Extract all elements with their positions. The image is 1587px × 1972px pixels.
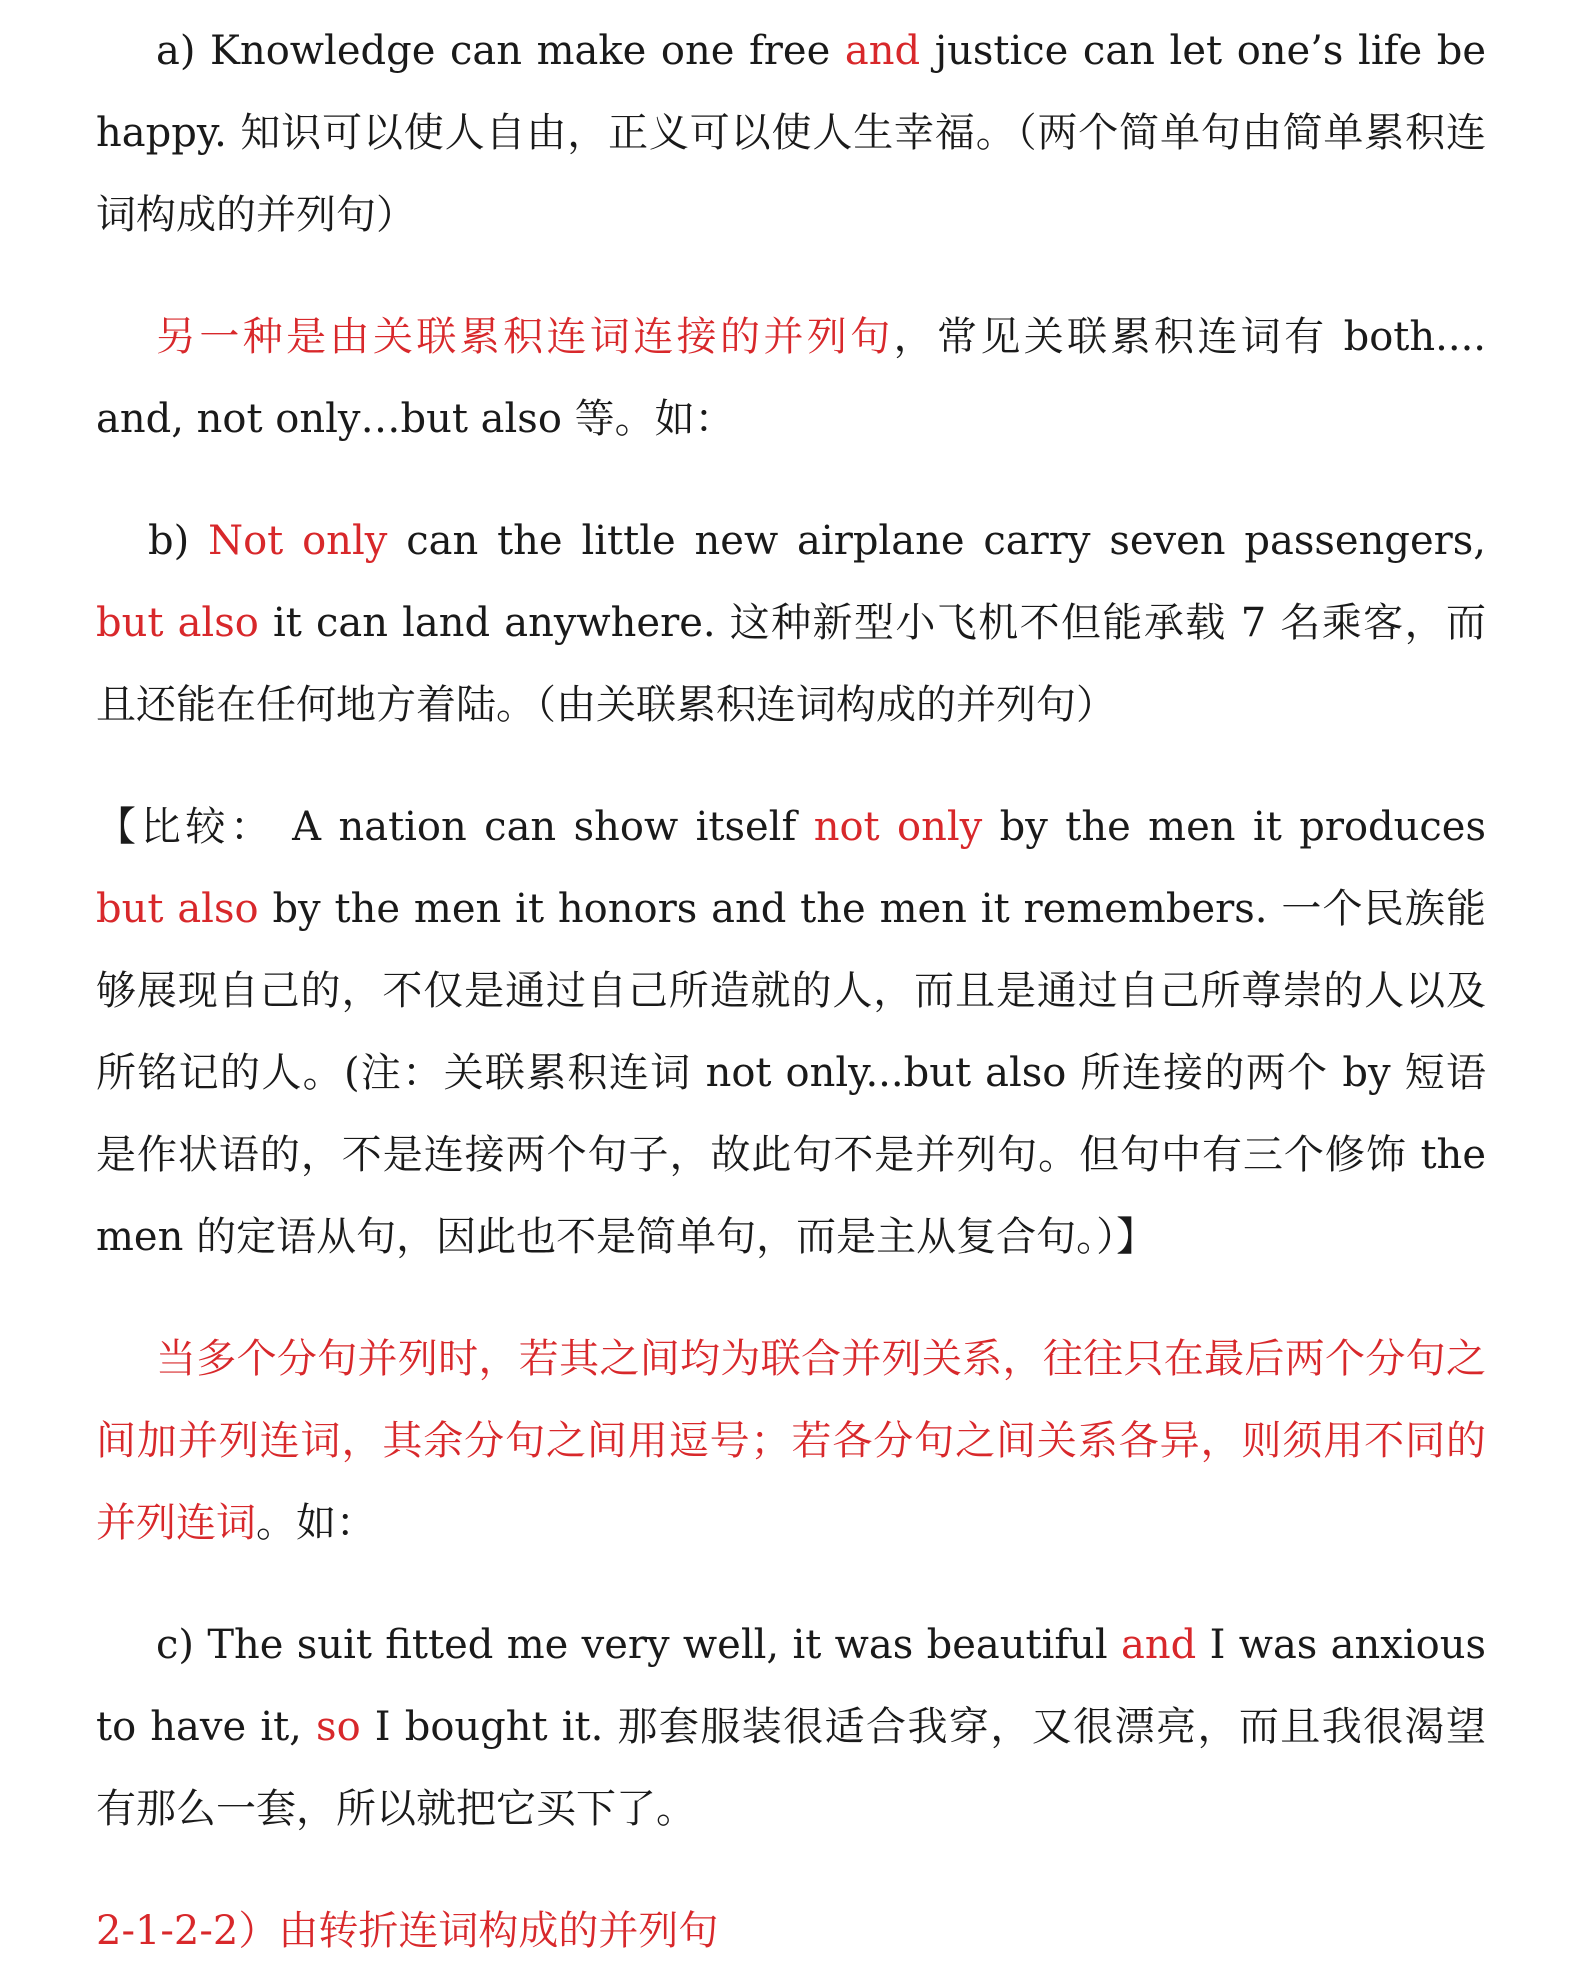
example-c-translation: I bought it. 那套服装很适合我穿，又很漂亮，而且我很渴望有那么一套，所以就把它买下了。	[96, 1704, 1486, 1832]
example-a-translation: justice can let one’s life be happy. 知识可以使人自由，正义可以使人生幸福。（两个简单句由简单累积连词构成的并列句）	[96, 28, 1486, 238]
correlative-intro-highlight: 另一种是由关联累积连词连接的并列句	[156, 314, 894, 360]
spacer	[96, 460, 1486, 500]
correlative-intro-text: ，常见关联累积连词有 both.... and, not only…but also 等。如：	[96, 314, 1487, 442]
comparison-note	[96, 786, 1486, 1278]
rule-text: 。如：	[256, 1500, 376, 1546]
conjunction-and: and	[1121, 1622, 1197, 1668]
example-b-translation: it can land anywhere. 这种新型小飞机不但能承载 7 名乘客，而且还能在任何地方着陆。（由关联累积连词构成的并列句）	[96, 600, 1487, 728]
spacer	[96, 746, 1486, 786]
rule-highlight: 当多个分句并列时，若其之间均为联合并列关系，往往只在最后两个分句之间加并列连词，其余分句之间用逗号；若各分句之间关系各异，则须用不同的并列连词	[96, 1336, 1486, 1546]
example-c-text: c) The suit fitted me very well, it was beautiful	[156, 1622, 1122, 1668]
conjunction-but-also: but also	[96, 886, 259, 932]
example-a-text: a) Knowledge can make one free	[156, 28, 845, 74]
example-c	[96, 1604, 1486, 1850]
comparison-text: 【比较： A nation can show itself	[96, 804, 814, 850]
correlative-intro	[96, 296, 1486, 460]
conjunction-not-only: not only	[813, 804, 983, 850]
example-a	[96, 10, 1486, 256]
conjunction-not-only: Not only	[208, 518, 388, 564]
example-b	[96, 500, 1486, 746]
spacer	[96, 1564, 1486, 1604]
multiple-clauses-rule	[96, 1318, 1486, 1564]
example-b-text: can the little new airplane carry seven passengers,	[387, 518, 1486, 564]
document-page	[96, 10, 1486, 1972]
conjunction-so: so	[316, 1704, 361, 1750]
conjunction-and: and	[844, 28, 921, 74]
example-b-label: b)	[148, 518, 209, 564]
conjunction-but-also: but also	[96, 600, 259, 646]
section-heading: 2-1-2-2）由转折连词构成的并列句	[96, 1908, 719, 1954]
spacer	[96, 256, 1486, 296]
spacer	[96, 1278, 1486, 1318]
comparison-text: by the men it produces	[982, 804, 1486, 850]
comparison-translation: by the men it honors and the men it remembers. 一个民族能够展现自己的，不仅是通过自己所造就的人，而且是通过自己所尊崇的人以及所铭记的人。(注：关联累积连词 not only...but also 所连接的两个 by 短语是作状语的，不是连接两个句子，故此句不是并列句。但句中有三个修饰 the men 的定语从句，因此也不是简单句，而是主从复合句。）】	[96, 886, 1487, 1260]
example-c-text: I was anxious to have it,	[96, 1622, 1486, 1750]
